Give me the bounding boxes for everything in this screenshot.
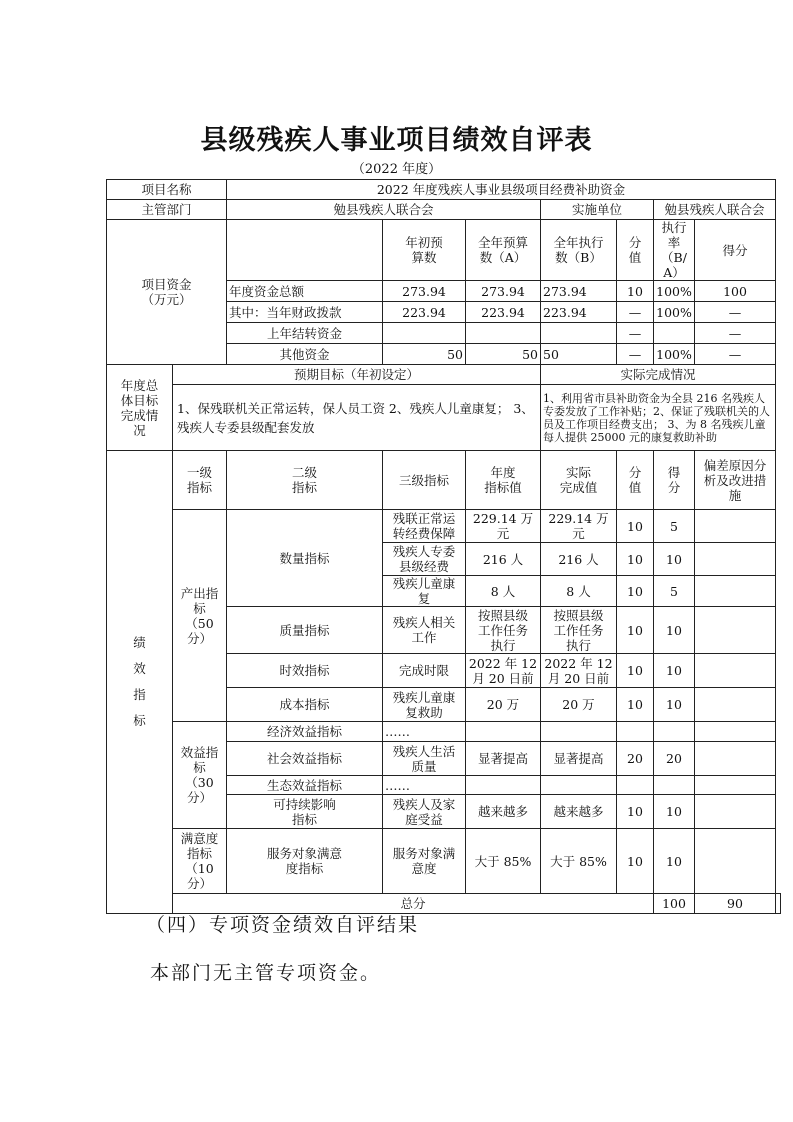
funds-header-blank <box>227 220 383 281</box>
perf-header: 分 值 <box>617 451 654 510</box>
indicator-target <box>466 722 541 742</box>
indicator-target: 8 人 <box>466 576 541 607</box>
funds-cell: 273.94 <box>541 281 617 302</box>
quantity-label: 数量指标 <box>227 510 383 607</box>
funds-cell: — <box>617 344 654 365</box>
indicator-actual: 按照县级 工作任务 执行 <box>541 607 617 654</box>
project-name-value: 2022 年度残疾人事业县级项目经费补助资金 <box>227 180 776 200</box>
indicator-actual: 216 人 <box>541 543 617 576</box>
funds-header: 得分 <box>695 220 776 281</box>
indicator-score <box>617 776 654 795</box>
ecological-label: 生态效益指标 <box>227 776 383 795</box>
indicator-name: …… <box>383 776 466 795</box>
indicator-score: 10 <box>617 829 654 894</box>
indicator-target: 按照县级 工作任务 执行 <box>466 607 541 654</box>
total-note <box>776 894 781 914</box>
economic-label: 经济效益指标 <box>227 722 383 742</box>
dept-label: 主管部门 <box>107 200 227 220</box>
indicator-score: 10 <box>617 576 654 607</box>
perf-header: 实际 完成值 <box>541 451 617 510</box>
indicator-score: 10 <box>617 510 654 543</box>
funds-cell <box>383 323 466 344</box>
funds-cell: 100% <box>654 281 695 302</box>
indicator-actual: 2022 年 12 月 20 日前 <box>541 654 617 688</box>
indicator-actual <box>541 722 617 742</box>
indicator-target: 显著提高 <box>466 742 541 776</box>
impl-value: 勉县残疾人联合会 <box>654 200 776 220</box>
indicator-name: 残疾儿童康 复 <box>383 576 466 607</box>
funds-row-name: 上年结转资金 <box>227 323 383 344</box>
indicator-target: 大于 85% <box>466 829 541 894</box>
expected-label: 预期目标（年初设定） <box>173 365 541 385</box>
perf-header: 年度 指标值 <box>466 451 541 510</box>
indicator-target: 216 人 <box>466 543 541 576</box>
indicator-score: 10 <box>617 607 654 654</box>
funds-header-row <box>107 220 781 281</box>
indicator-target <box>466 776 541 795</box>
actual-label: 实际完成情况 <box>541 365 776 385</box>
satisfaction-sub-label: 服务对象满意 度指标 <box>227 829 383 894</box>
perf-header: 一级 指标 <box>173 451 227 510</box>
indicator-target: 229.14 万 元 <box>466 510 541 543</box>
indicator-target: 越来越多 <box>466 795 541 829</box>
indicator-got: 10 <box>654 829 695 894</box>
funds-cell: 273.94 <box>383 281 466 302</box>
expected-text: 1、保残联机关正常运转，保人员工资 2、残疾人儿童康复； 3、残疾人专委县级配套发放 <box>173 385 541 451</box>
indicator-target: 20 万 <box>466 688 541 722</box>
quality-label: 质量指标 <box>227 607 383 654</box>
indicator-name: 残疾人相关 工作 <box>383 607 466 654</box>
year-label: （2022 年度） <box>351 162 442 177</box>
indicator-row <box>107 510 781 543</box>
indicator-note <box>695 795 776 829</box>
indicator-got: 5 <box>654 576 695 607</box>
indicator-name: 残疾人专委 县级经费 <box>383 543 466 576</box>
funds-cell: 100% <box>654 302 695 323</box>
indicator-actual: 大于 85% <box>541 829 617 894</box>
indicator-note <box>695 688 776 722</box>
indicator-got <box>654 722 695 742</box>
funds-row-name: 其中：当年财政拨款 <box>227 302 383 323</box>
perf-header-row <box>107 451 781 510</box>
indicator-note <box>695 742 776 776</box>
indicator-row <box>107 722 781 742</box>
funds-header: 全年预算 数（A） <box>466 220 541 281</box>
funds-header: 年初预 算数 <box>383 220 466 281</box>
indicator-note <box>695 776 776 795</box>
project-name-row <box>107 180 781 200</box>
actual-text: 1、利用省市县补助资金为全县 216 名残疾人专委发放了工作补贴；2、保证了残联机关的人员及工作项目经费支出； 3、为 8 名残疾儿童每人提供 25000 元的康复救助补助 <box>541 385 776 451</box>
funds-cell: — <box>695 344 776 365</box>
indicator-actual: 229.14 万 元 <box>541 510 617 543</box>
evaluation-table <box>106 179 781 914</box>
perf-label: 绩 效 指 标 <box>107 451 173 914</box>
funds-cell: 50 <box>466 344 541 365</box>
funds-header: 执行率 （B/A） <box>654 220 695 281</box>
goals-row <box>107 385 781 451</box>
funds-label: 项目资金 （万元） <box>107 220 227 365</box>
section-heading: （四）专项资金绩效自评结果 <box>146 914 420 936</box>
indicator-score: 10 <box>617 688 654 722</box>
indicator-target: 2022 年 12 月 20 日前 <box>466 654 541 688</box>
perf-header: 得 分 <box>654 451 695 510</box>
funds-cell: 50 <box>383 344 466 365</box>
indicator-name: 残疾人及家 庭受益 <box>383 795 466 829</box>
impl-label: 实施单位 <box>541 200 654 220</box>
cost-label: 成本指标 <box>227 688 383 722</box>
indicator-row <box>107 829 781 894</box>
indicator-name: 服务对象满 意度 <box>383 829 466 894</box>
indicator-score: 20 <box>617 742 654 776</box>
output-label: 产出指 标 （50 分） <box>173 510 227 722</box>
indicator-got: 10 <box>654 688 695 722</box>
funds-cell: 223.94 <box>541 302 617 323</box>
indicator-name: …… <box>383 722 466 742</box>
indicator-got: 20 <box>654 742 695 776</box>
indicator-note <box>695 543 776 576</box>
funds-row-name: 其他资金 <box>227 344 383 365</box>
indicator-score: 10 <box>617 654 654 688</box>
indicator-got: 10 <box>654 543 695 576</box>
indicator-note <box>695 654 776 688</box>
funds-cell <box>466 323 541 344</box>
funds-row-name: 年度资金总额 <box>227 281 383 302</box>
perf-header: 偏差原因分 析及改进措 施 <box>695 451 776 510</box>
benefit-label: 效益指 标 （30 分） <box>173 722 227 829</box>
indicator-actual: 越来越多 <box>541 795 617 829</box>
funds-cell <box>654 323 695 344</box>
funds-cell: 273.94 <box>466 281 541 302</box>
indicator-name: 残疾儿童康 复救助 <box>383 688 466 722</box>
sustain-label: 可持续影响 指标 <box>227 795 383 829</box>
indicator-score: 10 <box>617 795 654 829</box>
project-name-label: 项目名称 <box>107 180 227 200</box>
section-text: 本部门无主管专项资金。 <box>150 962 382 984</box>
indicator-name: 残疾人生活 质量 <box>383 742 466 776</box>
department-row <box>107 200 781 220</box>
dept-value: 勉县残疾人联合会 <box>227 200 541 220</box>
indicator-got <box>654 776 695 795</box>
satisfaction-label: 满意度 指标 （10 分） <box>173 829 227 894</box>
funds-cell: 10 <box>617 281 654 302</box>
funds-cell: 223.94 <box>383 302 466 323</box>
indicator-note <box>695 722 776 742</box>
indicator-name: 残联正常运 转经费保障 <box>383 510 466 543</box>
indicator-got: 5 <box>654 510 695 543</box>
funds-cell <box>541 323 617 344</box>
total-score: 100 <box>654 894 695 914</box>
perf-header: 二级 指标 <box>227 451 383 510</box>
indicator-note <box>695 510 776 543</box>
total-label: 总分 <box>173 894 654 914</box>
indicator-score <box>617 722 654 742</box>
indicator-got: 10 <box>654 795 695 829</box>
goals-header-row <box>107 365 781 385</box>
funds-cell: — <box>617 323 654 344</box>
indicator-got: 10 <box>654 654 695 688</box>
goals-label: 年度总 体目标 完成情 况 <box>107 365 173 451</box>
funds-cell: — <box>617 302 654 323</box>
indicator-note <box>695 829 776 894</box>
indicator-name: 完成时限 <box>383 654 466 688</box>
funds-cell: — <box>695 302 776 323</box>
indicator-actual <box>541 776 617 795</box>
funds-header: 分 值 <box>617 220 654 281</box>
indicator-actual: 8 人 <box>541 576 617 607</box>
timeliness-label: 时效指标 <box>227 654 383 688</box>
indicator-note <box>695 576 776 607</box>
indicator-score: 10 <box>617 543 654 576</box>
page-title: 县级残疾人事业项目绩效自评表 <box>200 125 593 156</box>
funds-cell: 100 <box>695 281 776 302</box>
indicator-actual: 显著提高 <box>541 742 617 776</box>
funds-cell: 100% <box>654 344 695 365</box>
indicator-actual: 20 万 <box>541 688 617 722</box>
indicator-note <box>695 607 776 654</box>
funds-header: 全年执行 数（B） <box>541 220 617 281</box>
perf-header: 三级指标 <box>383 451 466 510</box>
total-got: 90 <box>695 894 776 914</box>
funds-cell: — <box>695 323 776 344</box>
funds-cell: 50 <box>541 344 617 365</box>
funds-cell: 223.94 <box>466 302 541 323</box>
social-label: 社会效益指标 <box>227 742 383 776</box>
indicator-got: 10 <box>654 607 695 654</box>
